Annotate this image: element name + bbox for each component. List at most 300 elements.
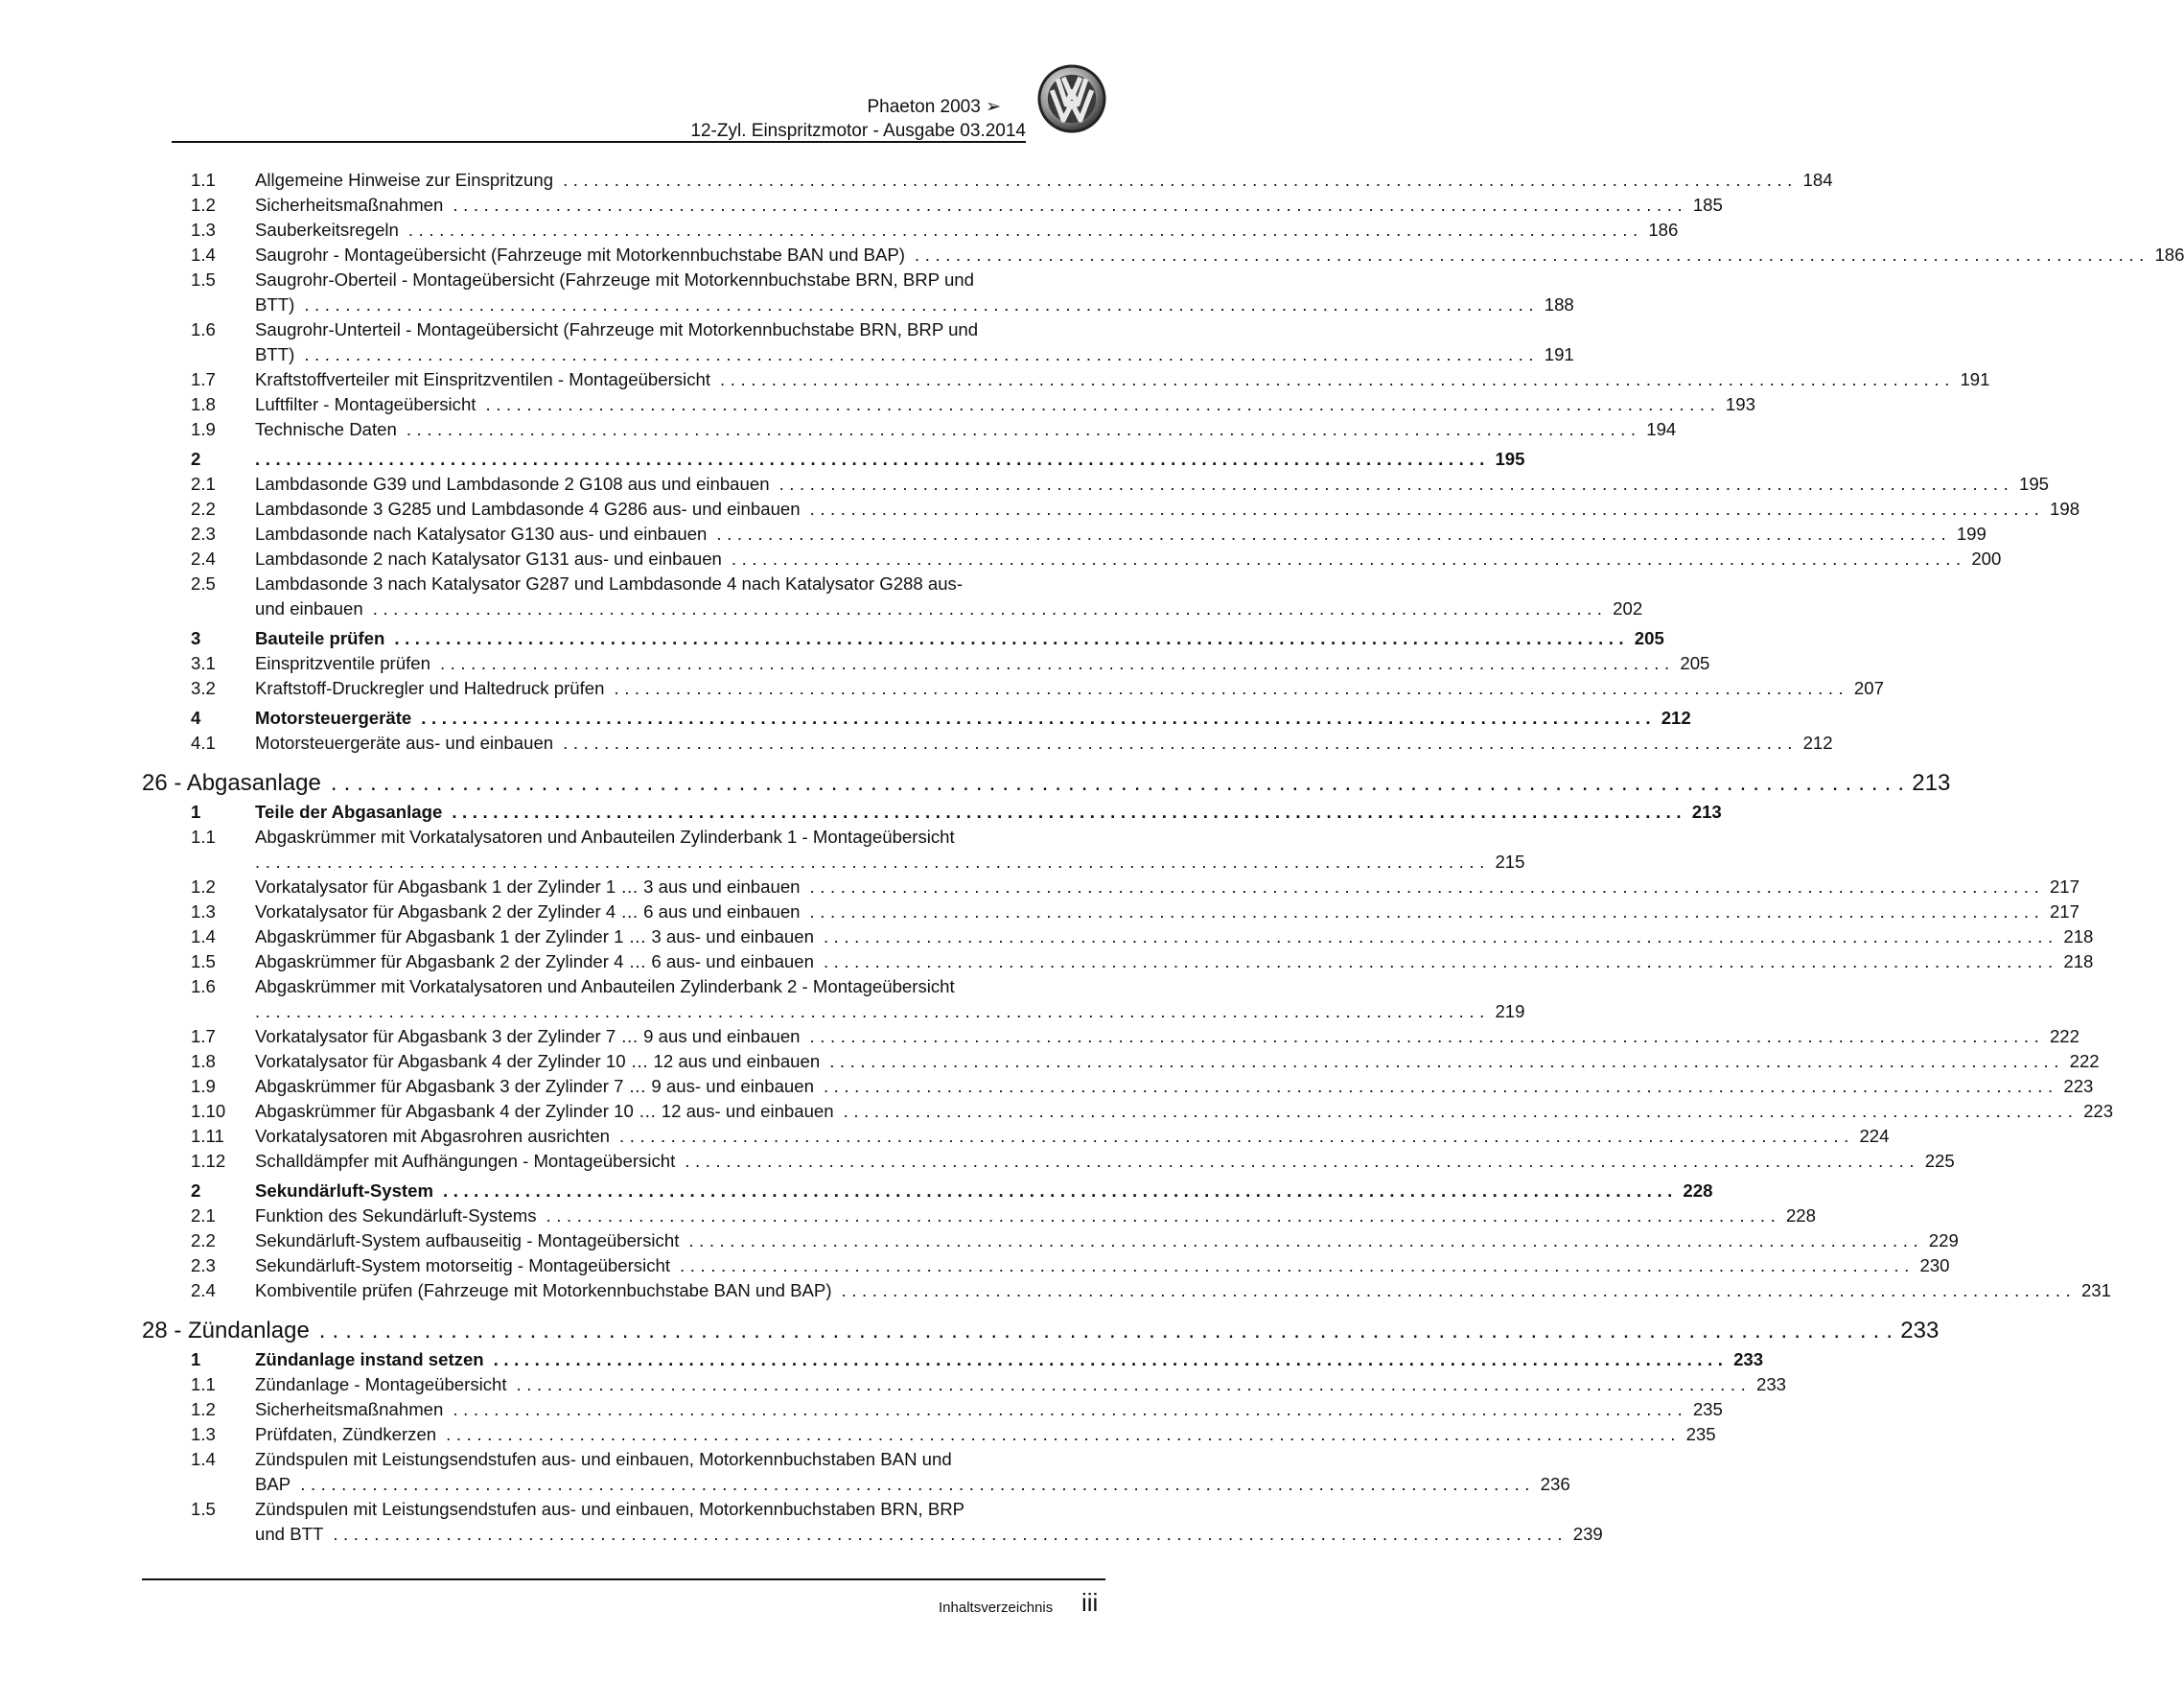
toc-entry[interactable]: [142, 1253, 1950, 1278]
toc-page-number[interactable]: 217: [2049, 901, 2079, 922]
toc-line: [255, 218, 1679, 243]
toc-title: Vorkatalysator für Abgasbank 2 der Zylinder 4 … 6 aus und einbauen: [255, 901, 801, 922]
toc-line: [255, 1397, 1723, 1422]
toc-line: [255, 676, 1884, 701]
toc-entry[interactable]: [142, 651, 1710, 676]
toc-entry[interactable]: [142, 1124, 1890, 1149]
toc-line: [255, 626, 1664, 651]
dot-leader: . . . . . . . . . . . . . . . . . . . . . . . . . . . . . . . . . . . . . . . . . . . . . . . . . . . . . . . . . . . . . . . . . . . . . . . . . . . . . . . . . . . . . . . . . . . . . . . . . . . . . . . . . . . . . . . . . . . . . . . .: [778, 474, 2010, 494]
toc-body: [255, 1024, 2079, 1049]
toc-body: [255, 800, 1722, 825]
toc-page-number[interactable]: 205: [1634, 628, 1664, 648]
dot-leader: . . . . . . . . . . . . . . . . . . . . . . . . . . . . . . . . . . . . . . . . . . . . . . . . . . . . . . . . . . . . . . . . . . . . . . . . . . . . . . . . . . . . . . . . . . . . . . . . . . . . . . . . . . . . . . . . . . . . . . . .: [421, 708, 1651, 728]
dot-leader: . . . . . . . . . . . . . . . . . . . . . . . . . . . . . . . . . . . . . . . . . . . . . . . . . . . . . . . . . . . . . . . . . . . . . . . . . . . . . . . . . . . . . . . . . . . . . . . . . . . . . . . . . . . . . . . . . . . . . . . .: [546, 1205, 1776, 1226]
toc-entry[interactable]: [142, 497, 2080, 522]
toc-body: [255, 1347, 1764, 1372]
toc-page-number[interactable]: 186: [1648, 220, 1679, 240]
toc-body: [255, 1228, 1959, 1253]
toc-line: [142, 1315, 1940, 1347]
toc-line: [255, 1179, 1713, 1203]
toc-line: [255, 168, 1833, 193]
toc-page-number[interactable]: 217: [2049, 876, 2079, 897]
toc-entry[interactable]: [142, 522, 1987, 547]
toc-title: Funktion des Sekundärluft-Systems: [255, 1205, 537, 1226]
toc-page-number[interactable]: 233: [1733, 1349, 1764, 1369]
dot-leader: . . . . . . . . . . . . . . . . . . . . . . . . . . . . . . . . . . . . . . . . . . . . . . . . . . . . . . . . . . . . . . . . . . . . . . . . . . . . . . . . . . . . . . . . . . . . . . . . . . . . . . . . . . . . . . . . . . . . . . . .: [619, 1126, 1849, 1146]
dot-leader: . . . . . . . . . . . . . . . . . . . . . . . . . . . . . . . . . . . . . . . . . . . . . . . . . . . . . . . . . . . . . . . . . . . . . . . . . . . . . . . . . . . . . . . . . . . . . . . . . . . . . . . . . . . . . . . . . . . . . . . .: [614, 678, 1844, 698]
toc-body: [255, 268, 1574, 317]
toc-entry[interactable]: [142, 1372, 1787, 1397]
toc-number: 2.3: [191, 1255, 216, 1275]
toc-entry[interactable]: [142, 974, 1525, 1024]
toc-page-number[interactable]: 239: [1572, 1524, 1603, 1544]
toc-page-number[interactable]: 202: [1613, 598, 1643, 619]
toc-page-number[interactable]: 205: [1680, 653, 1710, 673]
toc-number: 1.2: [191, 195, 216, 215]
toc-line: [255, 268, 1105, 292]
toc-line: [255, 243, 2184, 268]
toc-number: 1.1: [191, 1374, 216, 1394]
toc-title: Saugrohr-Oberteil - Montageübersicht (Fahrzeuge mit Motorkennbuchstabe BRN, BRP und: [255, 269, 974, 290]
toc-entry[interactable]: [142, 417, 1677, 442]
toc-page-number[interactable]: 228: [1785, 1205, 1816, 1226]
toc-entry[interactable]: [142, 825, 1525, 875]
dot-leader: . . . . . . . . . . . . . . . . . . . . . . . . . . . . . . . . . . . . . . . . . . . . . . . . . . . . . . . . . . . . . . . . . . . . . . . . . . . . . . . . . . . . . . . . . . . . . . . . . . . . . . . . . . . . . . . . . . . . . . . .: [809, 901, 2039, 922]
dot-leader: . . . . . . . . . . . . . . . . . . . . . . . . . . . . . . . . . . . . . . . . . . . . . . . . . . . . . . . . . . . . . . . . . . . . . . . . . . . . . . . . . . . . . . . . . . . . . . . . . . . . . . . . . . . . . . . . . . . . . . . .: [809, 876, 2039, 897]
toc-line: [255, 1522, 1603, 1547]
toc-title: BTT): [255, 344, 295, 364]
toc-line: [255, 193, 1723, 218]
toc-entry[interactable]: [142, 924, 2094, 949]
toc-title: Sekundärluft-System motorseitig - Montageübersicht: [255, 1255, 671, 1275]
toc-entry[interactable]: [142, 1203, 1816, 1228]
toc-entry[interactable]: [142, 1497, 1603, 1547]
toc-line: [255, 1422, 1716, 1447]
toc-number: 1.4: [191, 1449, 216, 1469]
dot-leader: . . . . . . . . . . . . . . . . . . . . . . . . . . . . . . . . . . . . . . . . . . . . . . . . . . . . . . . . . . . . . . . . . . . . . . . . . . . . . . . . . . . . . . . . . . . . . . . . . . . . . . . . . . . . . . . . . . . . . . . .: [516, 1374, 1747, 1394]
toc-line: [255, 1253, 1950, 1278]
toc-body: [255, 875, 2079, 899]
dot-leader: . . . . . . . . . . . . . . . . . . . . . . . . . . . . . . . . . . . . . . . . . . . . . . . . . . . . . . . . . . . . . . . . . . . . . . . . . . . . . . . . . . . . . . . . . . . . . . . . . . . . . . . . . . . . . . . . . . . . . . . .: [439, 653, 1670, 673]
toc-number: 1.8: [191, 394, 216, 414]
toc-page-number[interactable]: 184: [1802, 170, 1833, 190]
dot-leader: . . . . . . . . . . . . . . . . . . . . . . . . . . . . . . . . . . . . . . . . . . . . . . . . . . . . . . . . . . . . . . . . . . . . . . . . . . . . . . . . . . . . . . . . . . . . . . . . . . . . . . . . . . . . . . . . . . . . . . . .: [688, 1230, 1918, 1250]
toc-title: Vorkatalysator für Abgasbank 4 der Zylinder 10 … 12 aus und einbauen: [255, 1051, 821, 1071]
footer-page-number: iii: [1081, 1588, 1099, 1617]
toc-page-number[interactable]: 229: [1928, 1230, 1959, 1250]
toc-title: Abgaskrümmer für Abgasbank 4 der Zylinder 10 … 12 aus- und einbauen: [255, 1101, 834, 1121]
toc-body: [255, 572, 1643, 621]
toc-body: [255, 626, 1664, 651]
toc-page-number[interactable]: 195: [2019, 474, 2050, 494]
dot-leader: . . . . . . . . . . . . . . . . . . . . . . . . . . . . . . . . . . . . . . . . . . . . . . . . . . . . . . . . . . . . . . . . . . . . . . . . . . . . . . . . . . . . . . . . . . . . . . . . . . . . . . . . . . . . . . . . . . . . . . . .: [716, 524, 1946, 544]
toc-entry[interactable]: [142, 1074, 2094, 1099]
toc-number: 1.7: [191, 1026, 216, 1046]
toc-body: [255, 1397, 1723, 1422]
toc-body: [255, 243, 2184, 268]
toc-body: [255, 974, 1525, 1024]
toc-body: [255, 367, 1990, 392]
toc-line: [255, 850, 1525, 875]
dot-leader: . . . . . . . . . . . . . . . . . . . . . . . . . . . . . . . . . . . . . . . . . . . . . . . . . . . . . . . . . . . . . . . . . . . . . . . . . . . . . . . . . . . . . . . . . . . . . . . . . . . . . . . . . . . . . . . . . . . . . . . .: [915, 245, 2145, 265]
toc-title: Vorkatalysatoren mit Abgasrohren ausrichten: [255, 1126, 611, 1146]
toc-number: 2.1: [191, 1205, 216, 1226]
toc-page-number[interactable]: 218: [2063, 951, 2094, 971]
toc-line: [255, 472, 2050, 497]
toc-page-number[interactable]: 212: [1802, 733, 1833, 753]
toc-entry[interactable]: [142, 1024, 2079, 1049]
toc-title: und einbauen: [255, 598, 363, 619]
toc-number: 1.1: [191, 827, 216, 847]
toc-line: [255, 1278, 2111, 1303]
dot-leader: . . . . . . . . . . . . . . . . . . . . . . . . . . . . . . . . . . . . . . . . . . . . . . . . . . . . . . . . . . . . . . . . . . . . . . . . . . . . . . . . . . . . . . . . . . . . . . . . . . . . . . . . . . . . . . . . . . . . . . . .: [394, 628, 1624, 648]
toc-page-number[interactable]: 222: [2049, 1026, 2079, 1046]
toc-entry[interactable]: [142, 1422, 1716, 1447]
toc-body: [142, 1315, 1940, 1347]
toc-page-number[interactable]: 223: [2063, 1076, 2094, 1096]
toc-page-number[interactable]: 213: [1912, 770, 1951, 796]
table-of-contents: [142, 168, 2184, 1547]
toc-title: Allgemeine Hinweise zur Einspritzung: [255, 170, 554, 190]
toc-number: 2: [191, 449, 201, 469]
toc-line: [255, 949, 2094, 974]
toc-page-number[interactable]: 224: [1859, 1126, 1890, 1146]
toc-line: [255, 572, 1105, 596]
toc-title: 26 - Abgasanlage: [142, 770, 321, 796]
toc-line: [255, 1124, 1890, 1149]
dot-leader: . . . . . . . . . . . . . . . . . . . . . . . . . . . . . . . . . . . . . . . . . . . . . . . . . . . . . . . . . . . . . . . . . . . . . . . . . . . . . . . . . . . . . . . . . . . . . . . . . . . . . . . . . . . . . . . . . . . . . . . .: [333, 1524, 1563, 1544]
dot-leader: . . . . . . . . . . . . . . . . . . . . . . . . . . . . . . . . . . . . . . . . . . . . . . . . . . . . . . . . . . . . . . . . . . . . . . . . . . . . . . . . . . . . . . . . . . . . . . . . . . . . . . . . . . . . . . . . . . . . . . . .: [406, 419, 1637, 439]
dot-leader: . . . . . . . . . . . . . . . . . . . . . . . . . . . . . . . . . . . . . . . . . . . . . . . . . . . . . . . . . . . . . . . . . . . . . . . . . . . . . . . . . . . . . . . . . . . . . . . . . . . . . . . . . . . . . . . . . . . . . . . .: [493, 1349, 1724, 1369]
toc-line: [255, 447, 1525, 472]
toc-number: 2.2: [191, 499, 216, 519]
toc-body: [255, 1253, 1950, 1278]
toc-body: [255, 1049, 2100, 1074]
toc-entry[interactable]: [142, 392, 1755, 417]
toc-body: [255, 706, 1691, 731]
toc-number: 1.3: [191, 1424, 216, 1444]
toc-line: [255, 1099, 2114, 1124]
toc-entry[interactable]: [142, 899, 2079, 924]
toc-body: [255, 168, 1833, 193]
toc-title: Motorsteuergeräte: [255, 708, 412, 728]
dot-leader: . . . . . . . . . . . . . . . . . . . . . . . . . . . . . . . . . . . . . . . . . . . . . . . . . . . . . . . . . . . . . . . . . . . . . . . . . . . . . . . . . . . . . . . . . . . . . . . . . . . . . . . . . . . . . . . . . . . . . . . .: [485, 394, 1715, 414]
toc-line: [255, 1472, 1570, 1497]
toc-number: 1.5: [191, 1499, 216, 1519]
toc-entry[interactable]: [142, 1099, 2114, 1124]
toc-entry[interactable]: [142, 875, 2079, 899]
toc-page-number[interactable]: 191: [1960, 369, 1990, 389]
dot-leader: . . . . . . . . . . . . . . . . . . . . . . . . . . . . . . . . . . . . . . . . . . . . . . . . . . . . . . . . . . . . . . . . . . . . . . . . . . . . . . . . . . . . . . . . . . . . . . . . . . . . . . . . . . . . . . . . . . . . . . . .: [255, 449, 1485, 469]
dot-leader: . . . . . . . . . . . . . . . . . . . . . . . . . . . . . . . . . . . . . . . . . . . . . . . . . . . . . . . . . . . . . . . . . . . . . . . . . . . . . . . . . . . . . . . . . . . . . . . . . . . . . . . . . . . . . . . . . . . . . . . .: [680, 1255, 1910, 1275]
toc-page-number[interactable]: 230: [1919, 1255, 1950, 1275]
toc-page-number[interactable]: 236: [1540, 1474, 1570, 1494]
toc-body: [255, 472, 2050, 497]
toc-body: [255, 676, 1884, 701]
header-edition: 12-Zyl. Einspritzmotor - Ausgabe 03.2014: [690, 121, 1026, 141]
toc-title: Abgaskrümmer für Abgasbank 2 der Zylinder 4 … 6 aus- und einbauen: [255, 951, 814, 971]
toc-line: [255, 1024, 2079, 1049]
toc-line: [255, 800, 1722, 825]
toc-number: 2: [191, 1180, 201, 1201]
toc-line: [255, 497, 2080, 522]
toc-body: [255, 899, 2079, 924]
toc-page-number[interactable]: 186: [2154, 245, 2184, 265]
toc-page-number[interactable]: 218: [2063, 926, 2094, 946]
toc-entry[interactable]: [142, 1447, 1570, 1497]
dot-leader: . . . . . . . . . . . . . . . . . . . . . . . . . . . . . . . . . . . . . . . . . . . . . . . . . . . . . . . . . . . . . . . . . . . . . . . . . . . . . . . . . . . . . . . . . . . . . . . . . . . . . . . . . . . . . . . . . . . . . . . .: [731, 549, 1962, 569]
toc-chapter[interactable]: [142, 1315, 1940, 1347]
toc-body: [255, 417, 1677, 442]
toc-page-number[interactable]: 207: [1853, 678, 1884, 698]
toc-title: Schalldämpfer mit Aufhängungen - Montageübersicht: [255, 1151, 676, 1171]
toc-title: Zündanlage - Montageübersicht: [255, 1374, 507, 1394]
toc-line: [255, 1497, 1105, 1522]
dot-leader: . . . . . . . . . . . . . . . . . . . . . . . . . . . . . . . . . . . . . . . . . . . . . . . . . . . . . . . . . . . . . . . . . . . . . . . . . . . . . . . . . . . . . . . . . . . . . . . . . . . . . . . . . . . . . . . . . . . . . . . .: [829, 1051, 2059, 1071]
toc-number: 1.8: [191, 1051, 216, 1071]
toc-page-number[interactable]: 198: [2050, 499, 2080, 519]
toc-page-number[interactable]: 233: [1900, 1318, 1940, 1343]
toc-number: 1.5: [191, 269, 216, 290]
toc-title: BAP: [255, 1474, 291, 1494]
toc-entry[interactable]: [142, 367, 1990, 392]
toc-title: Teile der Abgasanlage: [255, 802, 443, 822]
toc-title: Sekundärluft-System: [255, 1180, 433, 1201]
toc-body: [255, 1179, 1713, 1203]
toc-body: [255, 949, 2094, 974]
toc-body: [255, 1447, 1570, 1497]
dot-leader: . . . . . . . . . . . . . . . . . . . . . . . . . . . . . . . . . . . . . . . . . . . . . . . . . . . . . . . . . . . . . . . . . . . . . . . . . . . . . . . . . . . . . . . . . . . . . . . . . . . . . . . . . . . . . . . . . . . . . . . .: [372, 598, 1603, 619]
toc-chapter[interactable]: [142, 767, 1951, 800]
toc-body: [255, 392, 1755, 417]
toc-line: [255, 1372, 1787, 1397]
toc-line: [142, 767, 1951, 800]
toc-page-number[interactable]: 225: [1924, 1151, 1955, 1171]
toc-line: [255, 417, 1677, 442]
toc-entry[interactable]: [142, 1397, 1723, 1422]
toc-number: 1.11: [191, 1126, 224, 1146]
toc-line: [255, 596, 1643, 621]
toc-number: 2.5: [191, 573, 216, 594]
toc-body: [255, 1203, 1816, 1228]
toc-title: Prüfdaten, Zündkerzen: [255, 1424, 437, 1444]
toc-title: Lambdasonde 2 nach Katalysator G131 aus- und einbauen: [255, 549, 722, 569]
toc-line: [255, 731, 1833, 756]
dot-leader: . . . . . . . . . . . . . . . . . . . . . . . . . . . . . . . . . . . . . . . . . . . . . . . . . . . . . . . . . . . . . . . . . . . . . . . . . . . . . . . . . . . . . . . . . . . . . . . . . . . . . . . . . . . . . . . . . . . . . . . .: [453, 195, 1683, 215]
toc-line: [255, 1049, 2100, 1074]
toc-body: [255, 1497, 1603, 1547]
toc-entry[interactable]: [142, 243, 2184, 268]
toc-entry[interactable]: [142, 268, 1574, 317]
toc-line: [255, 1447, 1105, 1472]
dot-leader: . . . . . . . . . . . . . . . . . . . . . . . . . . . . . . . . . . . . . . . . . . . . . . . . . . . . . . . . . . . . . . . . . . . . . . . . . . . . . . . . . . . . . . . . . . . . . . . . . . . . . . . . . . . . . . . . . . . . . . . .: [685, 1151, 1915, 1171]
toc-line: [255, 522, 1987, 547]
toc-line: [255, 899, 2079, 924]
toc-body: [255, 1278, 2111, 1303]
toc-line: [255, 342, 1574, 367]
dot-leader: . . . . . . . . . . . . . . . . . . . . . . . . . . . . . . . . . . . . . . . . . . . . . . . . . . . . . . . . . . . . . . . . . . . . . . . . . . . . . . . . . . . . . . . . . . . . . . . . . . . . . . . . . . . . . . . . . . . . . . . .: [823, 1076, 2054, 1096]
toc-entry[interactable]: [142, 949, 2094, 974]
toc-page-number[interactable]: 193: [1725, 394, 1755, 414]
header-rule: [172, 141, 1026, 143]
toc-page-number[interactable]: 233: [1755, 1374, 1787, 1394]
toc-number: 2.2: [191, 1230, 216, 1250]
toc-body: [255, 317, 1574, 367]
toc-body: [255, 193, 1723, 218]
toc-title: Saugrohr - Montageübersicht (Fahrzeuge mit Motorkennbuchstabe BAN und BAP): [255, 245, 905, 265]
toc-number: 1.10: [191, 1101, 226, 1121]
toc-entry[interactable]: [142, 1149, 1955, 1174]
toc-number: 3.1: [191, 653, 216, 673]
toc-page-number[interactable]: 194: [1646, 419, 1677, 439]
toc-page-number[interactable]: 228: [1683, 1180, 1713, 1201]
toc-line: [255, 999, 1525, 1024]
toc-entry[interactable]: [142, 1228, 1959, 1253]
toc-section[interactable]: [142, 626, 1664, 651]
toc-entry[interactable]: [142, 1278, 2111, 1303]
dot-leader: . . . . . . . . . . . . . . . . . . . . . . . . . . . . . . . . . . . . . . . . . . . . . . . . . . . . . . . . . . . . . . . . . . . . . . . . . . . . . . . . . . . . . . . . . . . . . . . . . . . . . . . . . . . . . . . . . . . . . . . .: [841, 1280, 2071, 1300]
toc-title: Bauteile prüfen: [255, 628, 385, 648]
dot-leader: . . . . . . . . . . . . . . . . . . . . . . . . . . . . . . . . . . . . . . . . . . . . . . . . . . . . . . . . . . . . . . . . . . . . . . . . . . . . . . . . . . . . . . . . . . . . . . . . . . . . . . . . . . . . . . . . . . . . . . . .: [442, 1180, 1673, 1201]
toc-number: 1.6: [191, 976, 216, 996]
vw-logo-icon: [1036, 63, 1107, 134]
toc-page-number[interactable]: 223: [2083, 1101, 2114, 1121]
toc-title: Sauberkeitsregeln: [255, 220, 399, 240]
toc-page-number[interactable]: 195: [1495, 449, 1525, 469]
toc-number: 2.4: [191, 549, 216, 569]
toc-line: [255, 825, 1105, 850]
dot-leader: . . . . . . . . . . . . . . . . . . . . . . . . . . . . . . . . . . . . . . . . . . . . . . . . . . . . . . . . . . . . . . . . . . . . . . . . . . . . . . . . . . . . . . . . . . . . . . . . . . . . . . . . . . . . . . . . . . . . . . . .: [809, 499, 2040, 519]
toc-line: [255, 1347, 1764, 1372]
toc-number: 2.3: [191, 524, 216, 544]
toc-title: Lambdasonde nach Katalysator G130 aus- und einbauen: [255, 524, 708, 544]
toc-section[interactable]: [142, 447, 1525, 472]
toc-body: [255, 825, 1525, 875]
toc-line: [255, 706, 1691, 731]
toc-number: 1.6: [191, 319, 216, 339]
toc-number: 1.9: [191, 419, 216, 439]
toc-page-number[interactable]: 231: [2080, 1280, 2111, 1300]
toc-line: [255, 292, 1574, 317]
toc-number: 1.12: [191, 1151, 226, 1171]
dot-leader: . . . . . . . . . . . . . . . . . . . . . . . . . . . . . . . . . . . . . . . . . . . . . . . . . . . . . . . . . . . . . . . . . . . . . . . . . . . . . . . . . . . . . . . . . . . . . . . . . . . . . . . . . . . . . . . . . . . . . . . .: [809, 1026, 2039, 1046]
toc-page-number[interactable]: 235: [1692, 1399, 1723, 1419]
toc-body: [255, 651, 1710, 676]
toc-number: 1.7: [191, 369, 216, 389]
toc-number: 1.2: [191, 1399, 216, 1419]
toc-title: Abgaskrümmer mit Vorkatalysatoren und Anbauteilen Zylinderbank 1 - Montageübersicht: [255, 827, 955, 847]
toc-title: Zündanlage instand setzen: [255, 1349, 484, 1369]
toc-page-number[interactable]: 215: [1495, 852, 1525, 872]
toc-line: [255, 1203, 1816, 1228]
dot-leader: . . . . . . . . . . . . . . . . . . . . . . . . . . . . . . . . . . . . . . . . . . . . . . . . . . . . . . . . . . . . . . . . . . . . . . . . . . . . . . . . . . . . . . . . . . . . . . . . . . . . . . . . . . . . . . . . . . . . . . . .: [407, 220, 1638, 240]
toc-entry[interactable]: [142, 731, 1833, 756]
toc-title: Einspritzventile prüfen: [255, 653, 430, 673]
toc-number: 3: [191, 628, 201, 648]
footer-label: Inhaltsverzeichnis: [939, 1600, 1054, 1616]
dot-leader: . . . . . . . . . . . . . . . . . . . . . . . . . . . . . . . . . . . . . . . . . . . . . . . . . . . . . . . . . . . . . . . . . . . . . . . . . . . . . . . . . . . . . . . . . . . . . . . . . . . . . . . . . . . . . . . . . . . . . . . .: [446, 1424, 1676, 1444]
toc-page-number[interactable]: 219: [1495, 1001, 1525, 1021]
toc-title: Lambdasonde G39 und Lambdasonde 2 G108 aus und einbauen: [255, 474, 770, 494]
toc-page-number[interactable]: 191: [1544, 344, 1574, 364]
toc-entry[interactable]: [142, 547, 2002, 572]
toc-number: 3.2: [191, 678, 216, 698]
toc-page-number[interactable]: 199: [1956, 524, 1987, 544]
toc-entry[interactable]: [142, 1049, 2100, 1074]
toc-number: 1: [191, 1349, 201, 1369]
toc-entry[interactable]: [142, 317, 1574, 367]
toc-page-number[interactable]: 185: [1692, 195, 1723, 215]
toc-body: [255, 1422, 1716, 1447]
toc-body: [255, 522, 1987, 547]
toc-title: Vorkatalysator für Abgasbank 3 der Zylinder 7 … 9 aus und einbauen: [255, 1026, 801, 1046]
toc-entry[interactable]: [142, 168, 1833, 193]
toc-body: [255, 497, 2080, 522]
toc-body: [255, 447, 1525, 472]
toc-page-number[interactable]: 188: [1544, 294, 1574, 315]
dot-leader: . . . . . . . . . . . . . . . . . . . . . . . . . . . . . . . . . . . . . . . . . . . . . . . . . . . . . . . . . . . . . . . . . . . . . . . . . . . . . . . . . . . . . . . . . . . . . . . . . . . . . . . . . . . . . . . . . . . . . . . .: [563, 733, 1793, 753]
toc-line: [255, 317, 1105, 342]
toc-number: 1.1: [191, 170, 216, 190]
toc-title: Abgaskrümmer mit Vorkatalysatoren und Anbauteilen Zylinderbank 2 - Montageübersicht: [255, 976, 955, 996]
footer-rule: [142, 1578, 1105, 1580]
toc-entry[interactable]: [142, 472, 2050, 497]
toc-title: Saugrohr-Unterteil - Montageübersicht (Fahrzeuge mit Motorkennbuchstabe BRN, BRP und: [255, 319, 979, 339]
toc-page-number[interactable]: 212: [1661, 708, 1691, 728]
toc-number: 1: [191, 802, 201, 822]
toc-section[interactable]: [142, 706, 1691, 731]
toc-number: 1.9: [191, 1076, 216, 1096]
toc-body: [255, 218, 1679, 243]
toc-section[interactable]: [142, 800, 1722, 825]
toc-title: Abgaskrümmer für Abgasbank 3 der Zylinder 7 … 9 aus- und einbauen: [255, 1076, 814, 1096]
toc-line: [255, 1149, 1955, 1174]
toc-number: 4: [191, 708, 201, 728]
toc-entry[interactable]: [142, 572, 1643, 621]
header-model: Phaeton 2003 ➢: [867, 97, 1001, 117]
toc-section[interactable]: [142, 1347, 1764, 1372]
toc-body: [255, 547, 2002, 572]
toc-body: [255, 1149, 1955, 1174]
toc-number: 1.2: [191, 876, 216, 897]
toc-number: 1.3: [191, 901, 216, 922]
toc-body: [255, 924, 2094, 949]
toc-entry[interactable]: [142, 193, 1723, 218]
toc-title: Motorsteuergeräte aus- und einbauen: [255, 733, 554, 753]
toc-line: [255, 924, 2094, 949]
toc-line: [255, 392, 1755, 417]
dot-leader: . . . . . . . . . . . . . . . . . . . . . . . . . . . . . . . . . . . . . . . . . . . . . . . . . . . . . . . . . . . . . . . . . . . . . . . . . . . . . . . . . . . . . . . . . . . . . . . . . . . . . . . . . . . . . . . . . . . . . . . .: [563, 170, 1793, 190]
toc-title: Sekundärluft-System aufbauseitig - Montageübersicht: [255, 1230, 680, 1250]
toc-page-number[interactable]: 222: [2069, 1051, 2100, 1071]
toc-entry[interactable]: [142, 676, 1884, 701]
toc-page-number[interactable]: 213: [1691, 802, 1722, 822]
toc-title: Abgaskrümmer für Abgasbank 1 der Zylinder 1 … 3 aus- und einbauen: [255, 926, 814, 946]
toc-entry[interactable]: [142, 218, 1679, 243]
toc-title: 28 - Zündanlage: [142, 1318, 310, 1343]
toc-title: Lambdasonde 3 G285 und Lambdasonde 4 G286 aus- und einbauen: [255, 499, 801, 519]
toc-title: und BTT: [255, 1524, 324, 1544]
toc-title: Lambdasonde 3 nach Katalysator G287 und Lambdasonde 4 nach Katalysator G288 aus-: [255, 573, 964, 594]
toc-title: Zündspulen mit Leistungsendstufen aus- und einbauen, Motorkennbuchstaben BAN und: [255, 1449, 952, 1469]
toc-number: 4.1: [191, 733, 216, 753]
toc-section[interactable]: [142, 1179, 1713, 1203]
toc-page-number[interactable]: 235: [1685, 1424, 1716, 1444]
toc-title: Zündspulen mit Leistungsendstufen aus- und einbauen, Motorkennbuchstaben BRN, BRP: [255, 1499, 965, 1519]
toc-body: [255, 1099, 2114, 1124]
toc-line: [255, 651, 1710, 676]
toc-page-number[interactable]: 200: [1971, 549, 2002, 569]
